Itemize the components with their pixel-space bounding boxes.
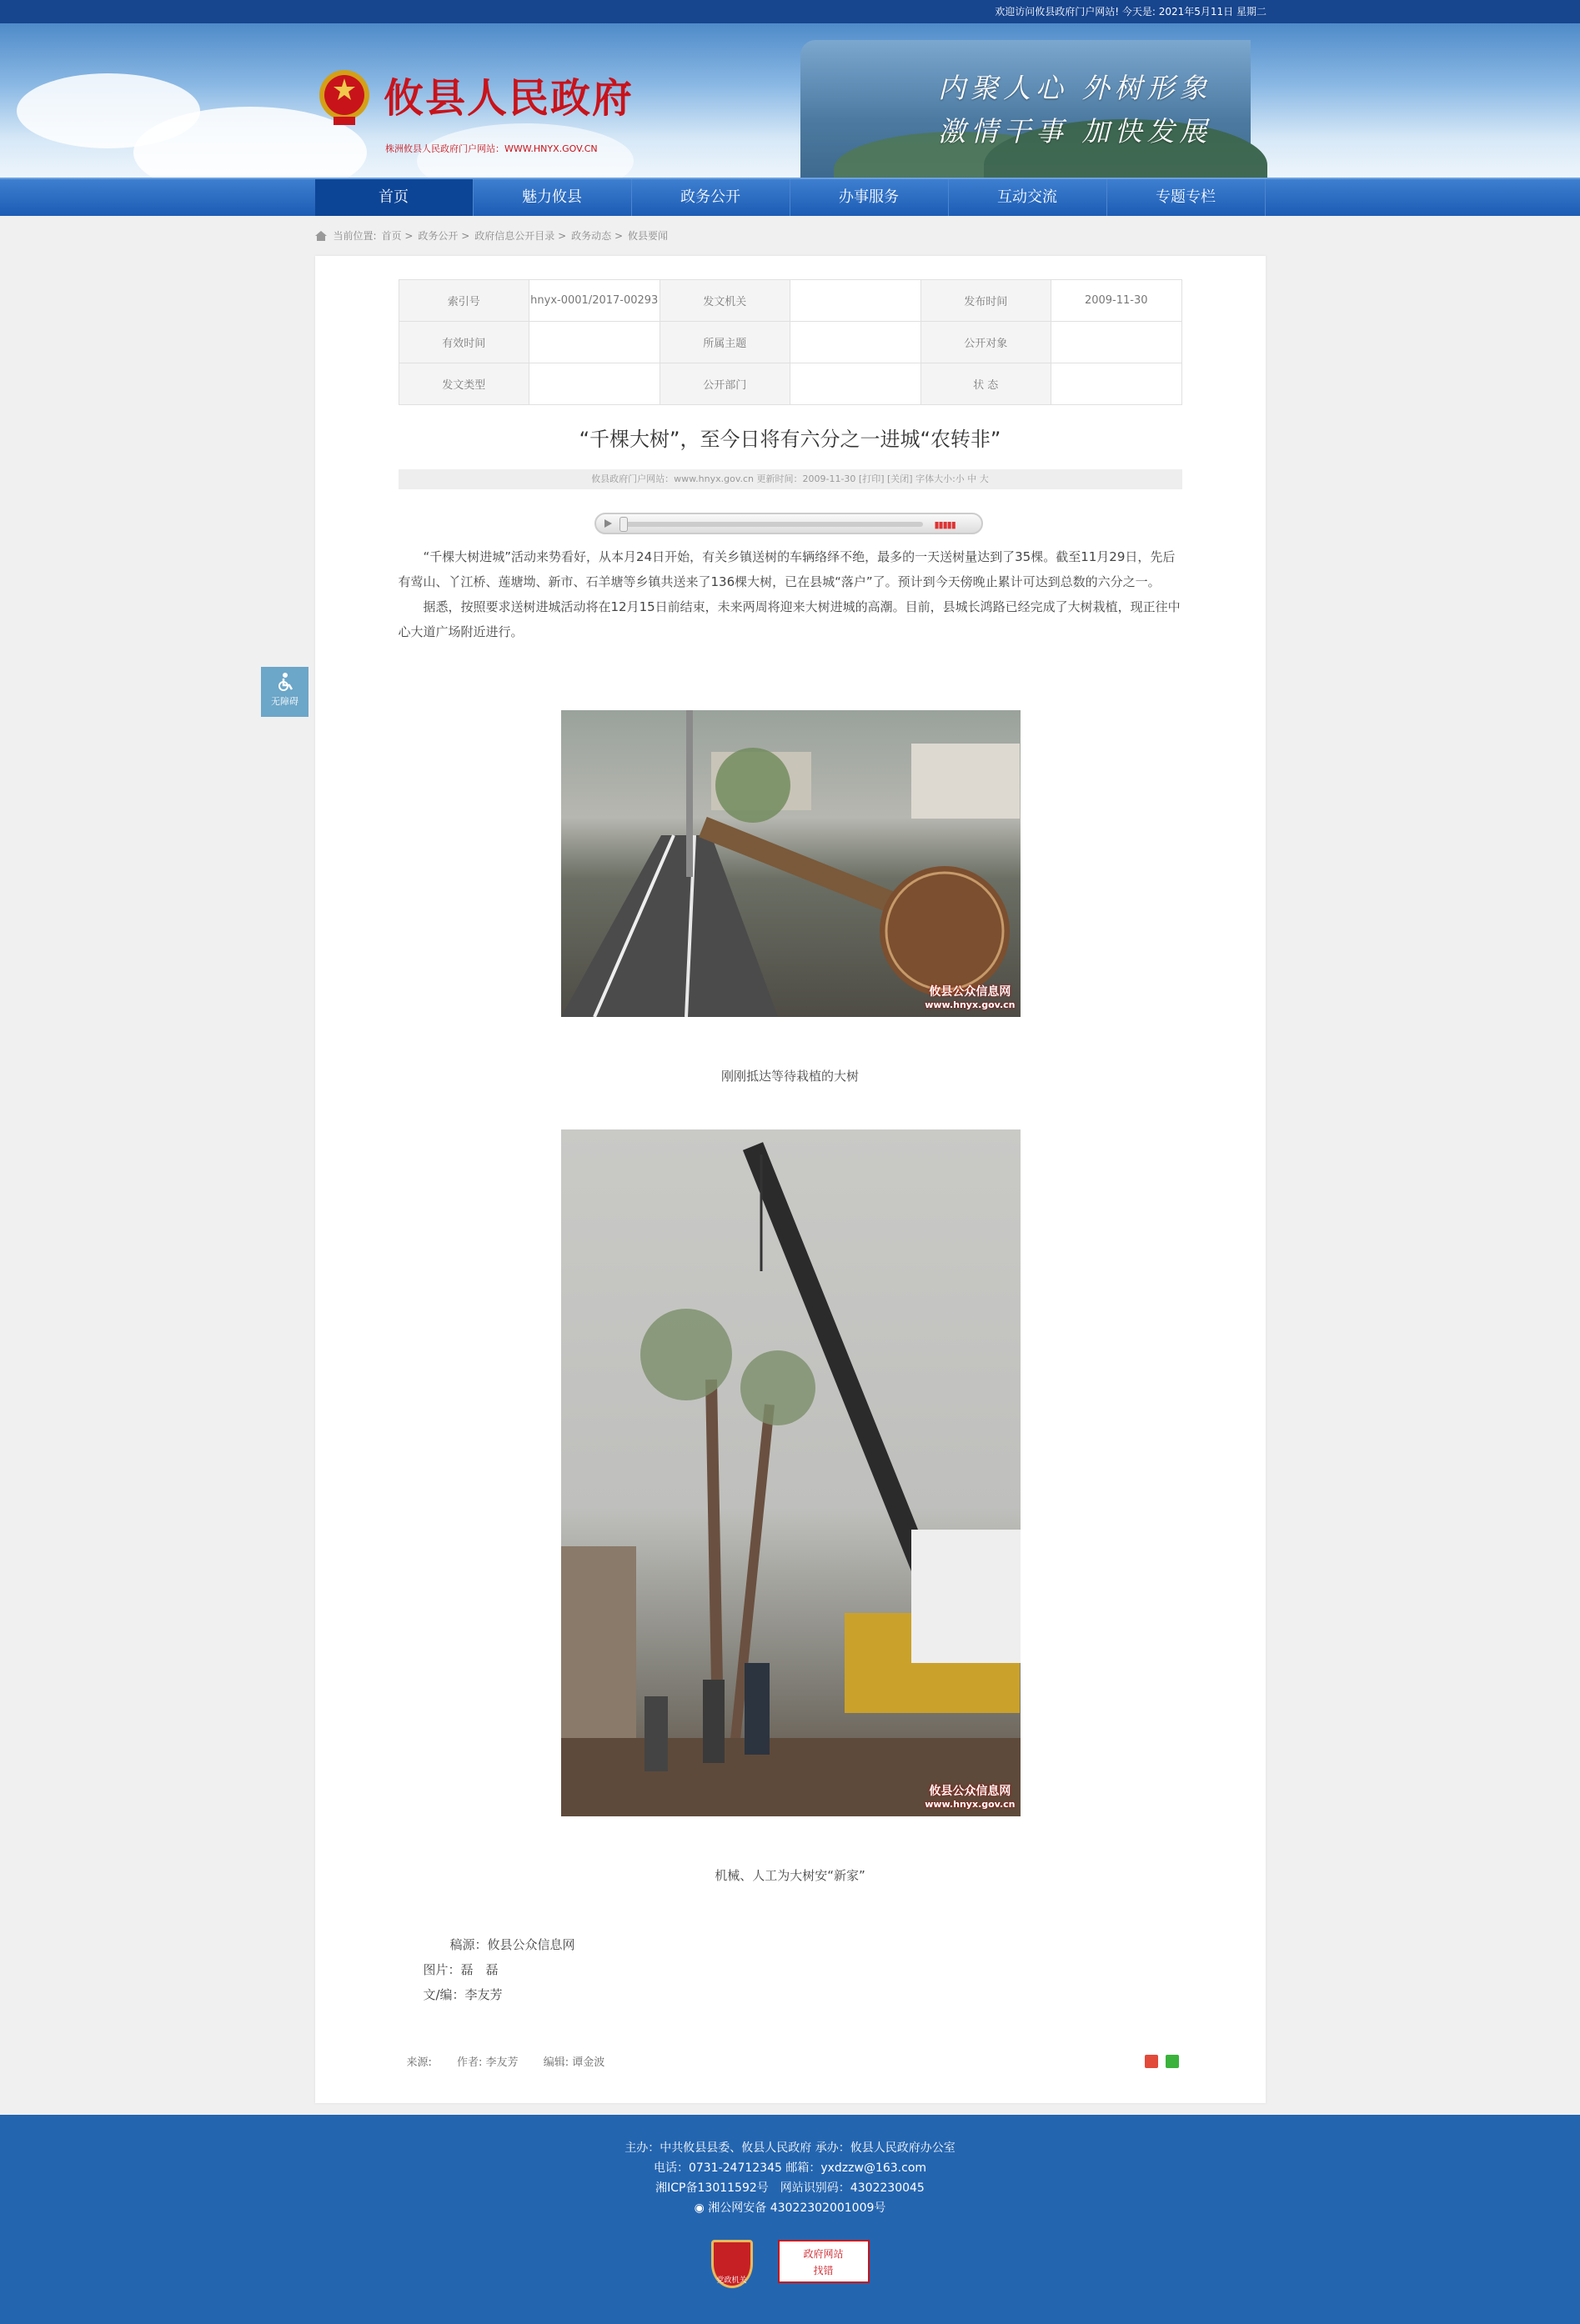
nav-item-topics[interactable]: 专题专栏 (1107, 179, 1266, 216)
party-gov-badge-icon[interactable]: 党政机关 (711, 2240, 753, 2288)
meta-value (1051, 363, 1182, 405)
accessibility-label: 无障碍 (271, 696, 298, 707)
site-footer (0, 2115, 1580, 2324)
weibo-share-icon[interactable] (1145, 2055, 1158, 2068)
audio-player[interactable] (594, 513, 983, 534)
main-nav (0, 178, 1580, 216)
volume-icon[interactable]: ▮▮▮▮▮ (934, 519, 956, 530)
meta-value: hnyx-0001/2017-00293 (529, 280, 660, 322)
progress-bar[interactable] (623, 522, 923, 527)
meta-value (529, 322, 660, 363)
meta-key: 发文机关 (660, 280, 790, 322)
top-bar (0, 0, 1580, 23)
table-row (399, 280, 1181, 322)
paragraph: 据悉，按照要求送树进城活动将在12月15日前结束，未来两周将迎来大树进城的高潮。目前，县城长鸿路已经完成了大树栽植，现正往中心大道广场附近进行。 (398, 599, 1181, 639)
article-body (399, 544, 1182, 644)
credit-source: 稿源：攸县公众信息网 (449, 1937, 575, 1952)
site-title: 攸县人民政府 (384, 75, 635, 122)
wechat-share-icon[interactable] (1166, 2055, 1179, 2068)
meta-value (790, 322, 921, 363)
meta-key: 有效时间 (399, 322, 529, 363)
breadcrumb-catalog[interactable]: 政府信息公开目录 > (474, 230, 567, 242)
play-icon[interactable] (604, 519, 612, 528)
meta-value: 2009-11-30 (1051, 280, 1182, 322)
credit-photo: 图片：磊 磊 (423, 1962, 499, 1977)
meta-key: 公开对象 (920, 322, 1051, 363)
welcome-text: 欢迎访问攸县政府门户网站! 今天是: 2021年5月11日 星期二 (995, 6, 1267, 18)
police-badge-icon: ◉ (694, 2201, 709, 2215)
table-row (399, 322, 1181, 363)
article-footer (407, 2053, 627, 2069)
meta-value (790, 280, 921, 322)
meta-key: 公开部门 (660, 363, 790, 405)
meta-key: 索引号 (399, 280, 529, 322)
source-label: 来源: (406, 2056, 432, 2069)
site-error-report-button[interactable]: 政府网站 找错 (778, 2240, 870, 2283)
slogan (938, 67, 1212, 153)
footer-icp[interactable]: 湘ICP备13011592号 网站识别码：4302230045 (655, 2181, 925, 2195)
nav-item-home[interactable]: 首页 (315, 179, 474, 216)
photo-caption: 刚刚抵达等待栽植的大树 (720, 1069, 859, 1084)
meta-value (1051, 322, 1182, 363)
meta-value (790, 363, 921, 405)
crane-photo-illustration (561, 1129, 1021, 1816)
author-label: 作者: 李友芳 (457, 2056, 519, 2069)
article-photo (561, 710, 1021, 1017)
meta-key: 所属主题 (660, 322, 790, 363)
meta-key: 发文类型 (399, 363, 529, 405)
breadcrumb-current[interactable]: 攸县要闻 (628, 230, 669, 242)
slogan-line-2: 激情干事 加快发展 (938, 115, 1212, 148)
home-icon (315, 231, 327, 241)
article-info: 攸县政府门户网站：www.hnyx.gov.cn 更新时间：2009-11-30 [打印] [关闭] 字体大小:小 中 大 (399, 469, 1182, 489)
meta-key: 状 态 (920, 363, 1051, 405)
breadcrumb (315, 216, 1266, 256)
wheelchair-icon (275, 672, 295, 692)
photo-watermark: 攸县公众信息网 www.hnyx.gov.cn (925, 1785, 1016, 1810)
editor-label: 编辑: 谭金波 (543, 2056, 605, 2069)
breadcrumb-label: 当前位置: (333, 230, 377, 242)
nav-item-gov-affairs[interactable]: 政务公开 (632, 179, 790, 216)
national-emblem-icon (317, 67, 372, 130)
footer-police-record[interactable]: ◉ 湘公网安备 43022302001009号 (694, 2201, 886, 2215)
article-photo (561, 1129, 1021, 1816)
article-credits (424, 1932, 575, 2007)
paragraph: “千棵大树进城”活动来势看好，从本月24日开始，有关乡镇送树的车辆络绎不绝，最多的一天送树量达到了35棵。截至11月29日，先后有莺山、丫江桥、莲塘坳、新市、石羊塘等乡镇共送来了136棵大树，已在县城“落户”了。预计到今天傍晚止累计可达到总数的六分之一。 (398, 549, 1176, 589)
photo-caption: 机械、人工为大树安“新家” (715, 1868, 865, 1883)
photo-watermark: 攸县公众信息网 www.hnyx.gov.cn (925, 985, 1016, 1010)
site-logo[interactable] (317, 67, 635, 154)
breadcrumb-news[interactable]: 政务动态 > (571, 230, 624, 242)
progress-handle[interactable] (619, 517, 628, 532)
breadcrumb-home[interactable]: 首页 > (381, 230, 414, 242)
article-container (315, 256, 1266, 2103)
slogan-line-1: 内聚人心 外树形象 (938, 72, 1212, 104)
meta-key: 发布时间 (920, 280, 1051, 322)
nav-item-interaction[interactable]: 互动交流 (949, 179, 1107, 216)
nav-item-charm[interactable]: 魅力攸县 (474, 179, 632, 216)
accessibility-button[interactable] (261, 667, 308, 717)
article-title: “千棵大树”，至今日将有六分之一进城“农转非” (579, 428, 1001, 451)
table-row (399, 363, 1181, 405)
nav-item-services[interactable]: 办事服务 (790, 179, 949, 216)
footer-sponsor: 主办：中共攸县县委、攸县人民政府 承办：攸县人民政府办公室 (624, 2141, 956, 2155)
site-subtitle: 株洲攸县人民政府门户网站：WWW.HNYX.GOV.CN (385, 143, 598, 154)
tree-photo-illustration (561, 710, 1021, 1017)
breadcrumb-gov-affairs[interactable]: 政务公开 > (418, 230, 470, 242)
info-table (399, 279, 1182, 405)
meta-value (529, 363, 660, 405)
header-banner (0, 23, 1580, 178)
footer-contact: 电话：0731-24712345 邮箱：yxdzzw@163.com (653, 2161, 927, 2175)
credit-editor: 文/编：李友芳 (423, 1987, 503, 2002)
